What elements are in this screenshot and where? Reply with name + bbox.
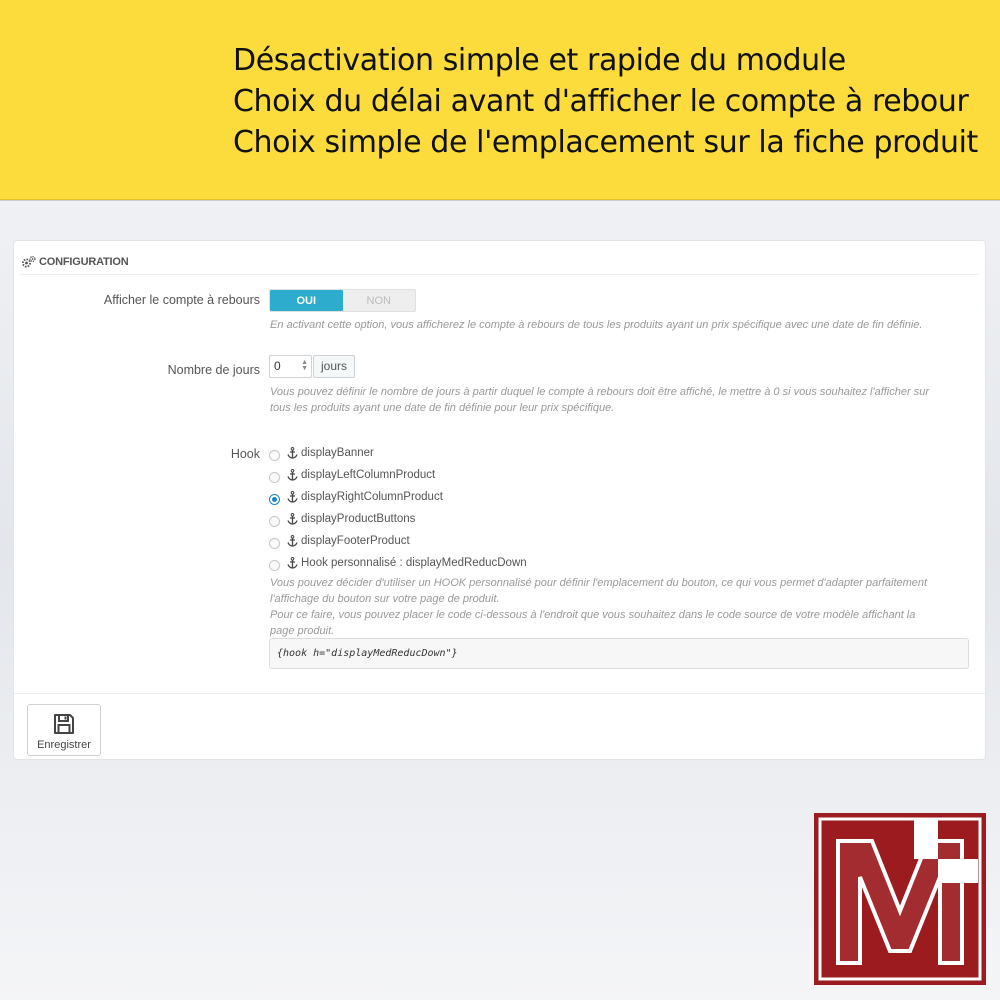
- panel-footer: [14, 693, 985, 759]
- cogs-icon: [21, 255, 37, 269]
- days-suffix: jours: [313, 355, 355, 378]
- banner-text: [233, 40, 978, 163]
- promo-banner: [0, 0, 1000, 200]
- banner-line: Choix simple de l'emplacement sur la fiche produit: [233, 125, 978, 160]
- hook-option[interactable]: [269, 489, 443, 505]
- radio-button[interactable]: [269, 538, 280, 549]
- switch-option-no[interactable]: NON: [366, 294, 391, 307]
- anchor-icon: [287, 491, 298, 503]
- banner-line: Choix du délai avant d'afficher le compte à rebour: [233, 84, 969, 119]
- days-help-line: Vous pouvez définir le nombre de jours à partir duquel le compte à rebours doit être affiché, le mettre à 0 si vous souhaitez l'afficher sur: [270, 386, 929, 398]
- spinner-arrows-icon[interactable]: ▲ ▼: [301, 359, 308, 372]
- hook-code-snippet: {hook h="displayMedReducDown"}: [269, 638, 969, 669]
- hook-option[interactable]: [269, 445, 374, 461]
- days-help: [270, 384, 982, 416]
- anchor-icon: [287, 513, 298, 525]
- banner-line: Désactivation simple et rapide du module: [233, 43, 846, 78]
- hook-option-label: displayProductButtons: [301, 513, 416, 525]
- configuration-panel: [13, 240, 986, 760]
- days-value: 0: [274, 359, 281, 373]
- floppy-disk-icon: [52, 712, 76, 736]
- days-input[interactable]: [269, 355, 312, 378]
- radio-button[interactable]: [269, 450, 280, 461]
- panel-title: CONFIGURATION: [39, 255, 129, 268]
- hook-label: Hook: [230, 447, 260, 461]
- switch-option-yes[interactable]: OUI: [270, 290, 343, 311]
- radio-button[interactable]: [269, 560, 280, 571]
- anchor-icon: [287, 447, 298, 459]
- hook-option-label: displayLeftColumnProduct: [301, 469, 436, 481]
- hook-help-line: l'affichage du bouton sur votre page de produit.: [270, 593, 500, 605]
- countdown-label: Afficher le compte à rebours: [103, 293, 260, 307]
- anchor-icon: [287, 557, 298, 569]
- countdown-switch[interactable]: [269, 289, 416, 312]
- days-help-line: tous les produits ayant une date de fin définie pour leur prix spécifique.: [270, 402, 615, 414]
- hook-option[interactable]: [269, 467, 435, 483]
- countdown-help: En activant cette option, vous afficherez le compte à rebours de tous les produits ayant un prix spécifique avec une date de fin définie.: [270, 319, 923, 331]
- hook-option[interactable]: [269, 555, 527, 571]
- hook-help-line: Pour ce faire, vous pouvez placer le code ci-dessous à l'endroit que vous souhaitez dans le code source de votre modèle affichant la: [270, 609, 916, 621]
- hook-option-label: displayBanner: [301, 447, 374, 459]
- save-button[interactable]: [27, 704, 101, 756]
- panel-heading: [20, 249, 979, 275]
- hook-help-line: Vous pouvez décider d'utiliser un HOOK personnalisé pour définir l'emplacement du bouton, ce qui vous permet d'adapter parfaitement: [270, 577, 928, 589]
- days-label: Nombre de jours: [167, 363, 260, 377]
- brand-logo-m-icon: [814, 813, 986, 985]
- save-label: Enregistrer: [37, 739, 91, 751]
- anchor-icon: [287, 535, 298, 547]
- hook-option[interactable]: [269, 533, 410, 549]
- radio-button[interactable]: [269, 516, 280, 527]
- hook-help-line: page produit.: [270, 625, 335, 637]
- hook-option-label: displayFooterProduct: [301, 535, 410, 547]
- hook-option[interactable]: [269, 511, 415, 527]
- anchor-icon: [287, 469, 298, 481]
- hook-option-label: Hook personnalisé : displayMedReducDown: [301, 557, 527, 569]
- hook-help: [270, 575, 982, 639]
- radio-button-checked[interactable]: [269, 494, 280, 505]
- radio-button[interactable]: [269, 472, 280, 483]
- hook-option-label: displayRightColumnProduct: [301, 491, 443, 503]
